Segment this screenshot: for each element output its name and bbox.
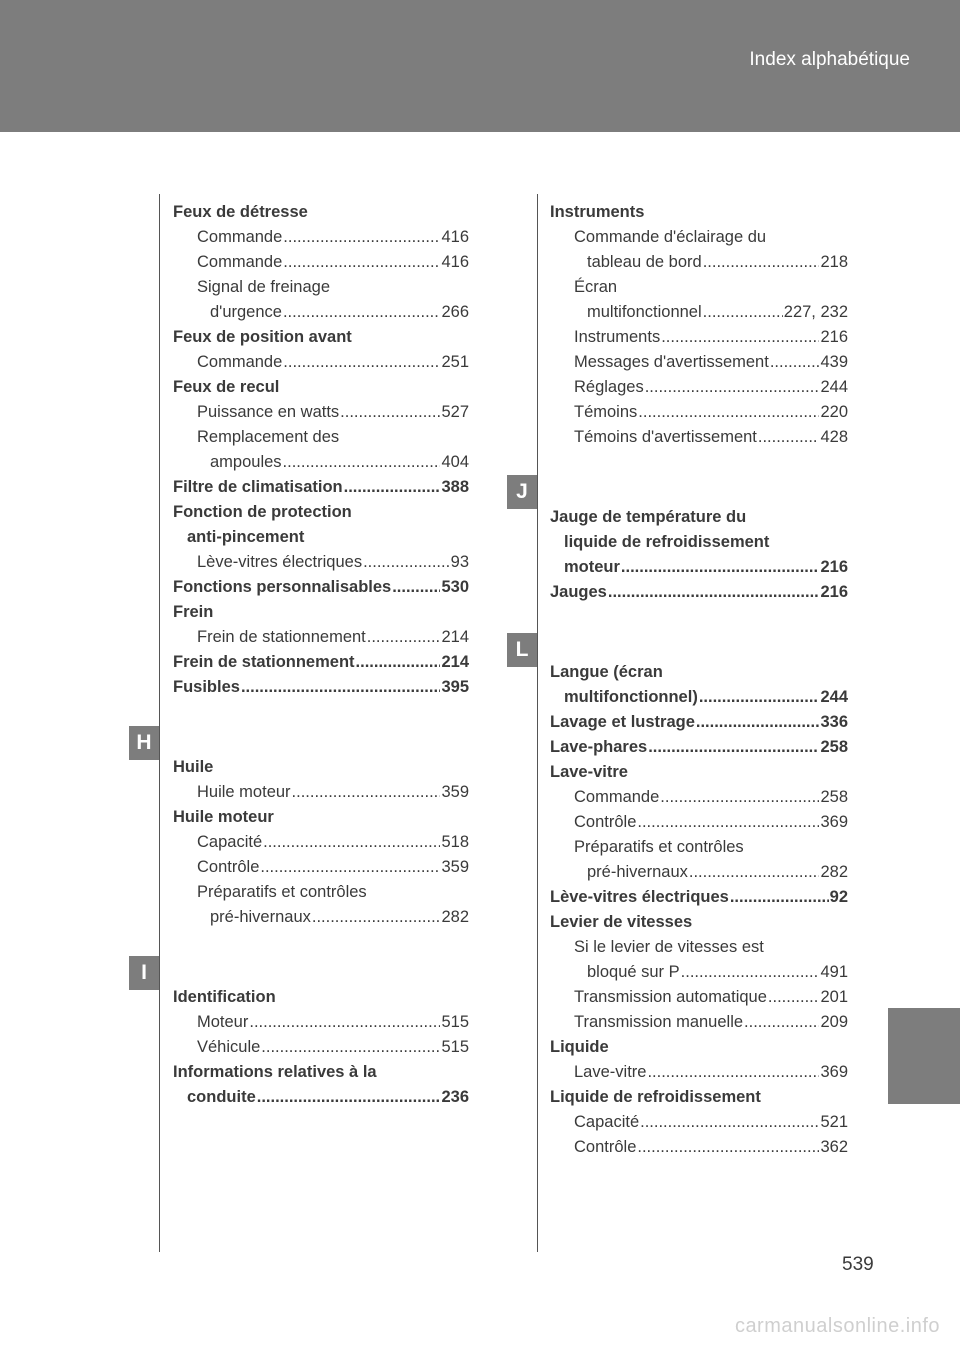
index-entry: multifonctionnel) ..... 244: [550, 685, 848, 710]
index-subentry: Signal de freinage: [197, 278, 331, 296]
index-subentry: Lève-vitres électriques ..... 93: [173, 550, 469, 575]
index-subentry: Transmission automatique ..... 201: [550, 985, 848, 1010]
index-subentry: Véhicule ..... 515: [173, 1035, 469, 1060]
index-entry: Filtre de climatisation ..... 388: [173, 475, 469, 500]
index-subentry: Frein de stationnement ..... 214: [173, 625, 469, 650]
index-subentry: Lave-vitre ..... 369: [550, 1060, 848, 1085]
section-gap: [173, 700, 469, 755]
section-gap: [173, 930, 469, 985]
index-entry: Liquide de refroidissement: [550, 1088, 761, 1106]
index-subentry: Puissance en watts ..... 527: [173, 400, 469, 425]
index-entry: Liquide: [550, 1038, 609, 1056]
section-gap: [550, 450, 848, 505]
index-entry: Fusibles ..... 395: [173, 675, 469, 700]
chapter-side-tab: [888, 1008, 960, 1104]
index-entry: Lave-vitre: [550, 763, 628, 781]
index-entry: Informations relatives à la: [173, 1063, 377, 1081]
index-subentry: multifonctionnel ..... 227, 232: [550, 300, 848, 325]
index-subentry: Préparatifs et contrôles: [197, 883, 367, 901]
index-entry: Frein de stationnement ..... 214: [173, 650, 469, 675]
index-subentry: pré-hivernaux ..... 282: [173, 905, 469, 930]
index-subentry: Témoins d'avertissement ..... 428: [550, 425, 848, 450]
index-subentry: Huile moteur ..... 359: [173, 780, 469, 805]
index-subentry: Contrôle ..... 359: [173, 855, 469, 880]
index-subentry: Moteur ..... 515: [173, 1010, 469, 1035]
index-subentry: Messages d'avertissement ..... 439: [550, 350, 848, 375]
index-subentry: Écran: [574, 278, 618, 296]
index-subentry: Contrôle ..... 369: [550, 810, 848, 835]
index-subentry: Commande ..... 416: [173, 250, 469, 275]
index-entry: Feux de position avant: [173, 328, 352, 346]
index-subentry: d'urgence ..... 266: [173, 300, 469, 325]
column-divider-left: [159, 194, 160, 1252]
index-subentry: Contrôle ..... 362: [550, 1135, 848, 1160]
index-entry: Lave-phares ..... 258: [550, 735, 848, 760]
index-subentry: Capacité ..... 521: [550, 1110, 848, 1135]
watermark: carmanualsonline.info: [734, 1315, 940, 1337]
index-subentry: Capacité ..... 518: [173, 830, 469, 855]
index-entry: liquide de refroidissement: [564, 533, 770, 551]
index-column-right: [550, 200, 848, 1160]
index-subentry: Témoins ..... 220: [550, 400, 848, 425]
index-subentry: Préparatifs et contrôles: [574, 838, 744, 856]
index-entry: Jauge de température du: [550, 508, 747, 526]
page-number: 539: [842, 1254, 874, 1275]
index-subentry: Commande ..... 416: [173, 225, 469, 250]
index-entry: Lève-vitres électriques ..... 92: [550, 885, 848, 910]
index-entry: Identification: [173, 988, 276, 1006]
index-entry: Lavage et lustrage ..... 336: [550, 710, 848, 735]
section-letter-j: J: [507, 475, 537, 509]
index-subentry: Réglages ..... 244: [550, 375, 848, 400]
index-subentry: pré-hivernaux ..... 282: [550, 860, 848, 885]
index-entry: Huile: [173, 758, 214, 776]
section-letter-h: H: [129, 726, 159, 760]
section-letter-i: I: [129, 956, 159, 990]
index-subentry: Commande d'éclairage du: [574, 228, 767, 246]
index-entry: Fonctions personnalisables ..... 530: [173, 575, 469, 600]
index-subentry: Transmission manuelle ..... 209: [550, 1010, 848, 1035]
index-subentry: Commande ..... 258: [550, 785, 848, 810]
header-title: Index alphabétique: [749, 49, 910, 70]
column-divider-right: [537, 194, 538, 1252]
index-entry: anti-pincement: [187, 528, 305, 546]
index-subentry: Commande ..... 251: [173, 350, 469, 375]
index-entry: Feux de détresse: [173, 203, 308, 221]
index-entry: Jauges ..... 216: [550, 580, 848, 605]
index-subentry: ampoules ..... 404: [173, 450, 469, 475]
index-entry: Langue (écran: [550, 663, 663, 681]
index-entry: Levier de vitesses: [550, 913, 693, 931]
index-subentry: Instruments ..... 216: [550, 325, 848, 350]
index-entry: Feux de recul: [173, 378, 280, 396]
section-gap: [550, 605, 848, 660]
index-subentry: Remplacement des: [197, 428, 340, 446]
index-subentry: Si le levier de vitesses est: [574, 938, 764, 956]
page-header: [0, 0, 960, 132]
index-entry: Fonction de protection: [173, 503, 352, 521]
index-entry: moteur ..... 216: [550, 555, 848, 580]
index-entry: Frein: [173, 603, 214, 621]
index-entry: Huile moteur: [173, 808, 274, 826]
index-column-left: [173, 200, 469, 1110]
index-entry: conduite ..... 236: [173, 1085, 469, 1110]
index-subentry: bloqué sur P ..... 491: [550, 960, 848, 985]
section-letter-l: L: [507, 633, 537, 667]
index-subentry: tableau de bord ..... 218: [550, 250, 848, 275]
index-entry: Instruments: [550, 203, 645, 221]
